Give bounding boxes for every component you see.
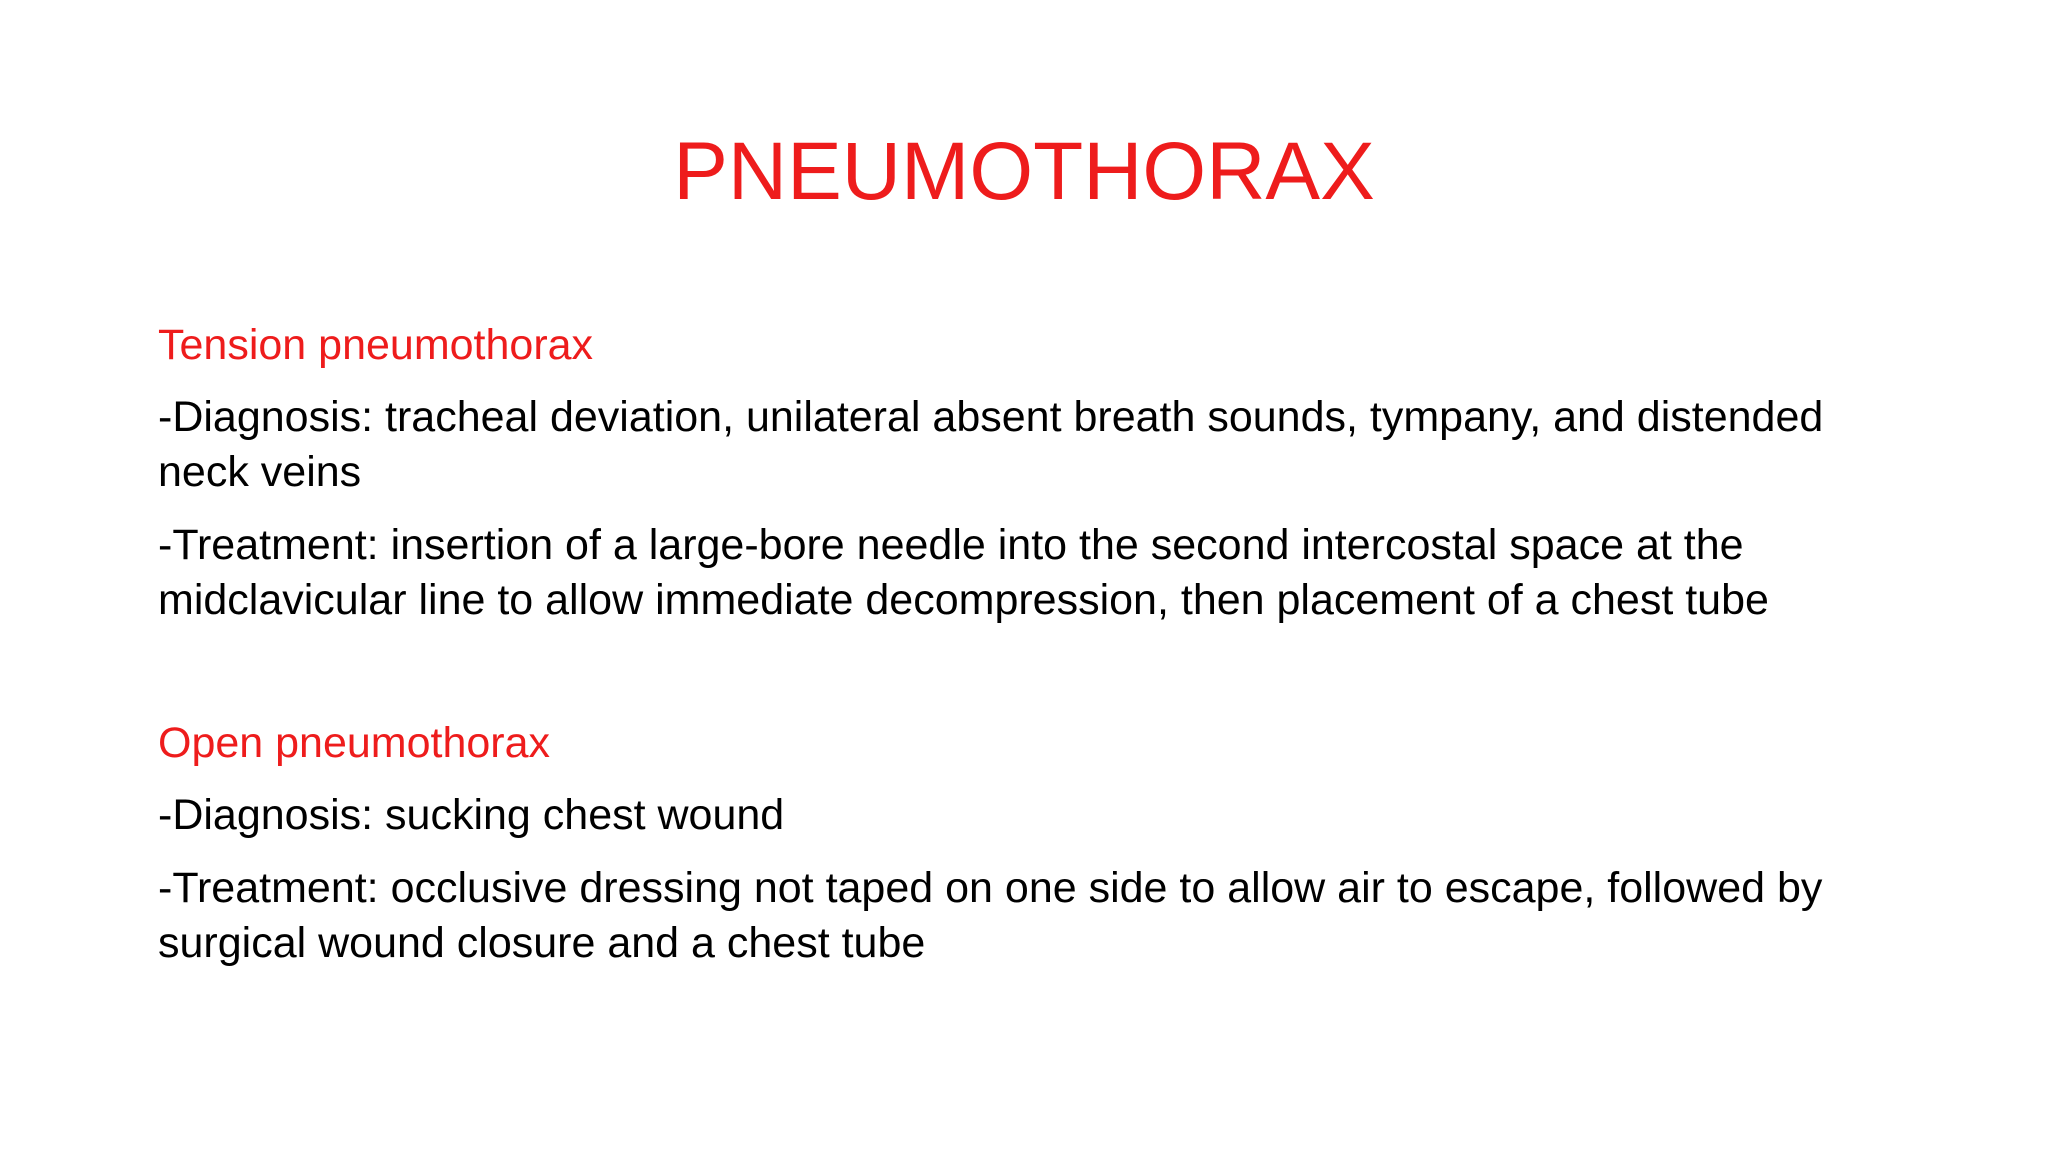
section-open-pneumothorax	[158, 716, 1918, 971]
diagnosis-text: -Diagnosis: sucking chest wound	[158, 791, 785, 839]
treatment-text: -Treatment: insertion of a large-bore needle into the second intercostal space at the midclavicular line to allow immediate decompression, then placement of a chest tube	[158, 521, 1769, 624]
treatment-text: -Treatment: occlusive dressing not taped on one side to allow air to escape, followed by surgical wound closure and a chest tube	[158, 864, 1823, 967]
section-heading: Open pneumothorax	[158, 719, 551, 767]
diagnosis-text: -Diagnosis: tracheal deviation, unilateral absent breath sounds, tympany, and distended neck veins	[158, 393, 1824, 496]
slide-title: PNEUMOTHORAX	[673, 126, 1375, 217]
section-spacer	[158, 646, 1918, 716]
section-heading: Tension pneumothorax	[158, 321, 594, 369]
slide-body	[158, 318, 1918, 989]
section-tension-pneumothorax	[158, 318, 1918, 628]
